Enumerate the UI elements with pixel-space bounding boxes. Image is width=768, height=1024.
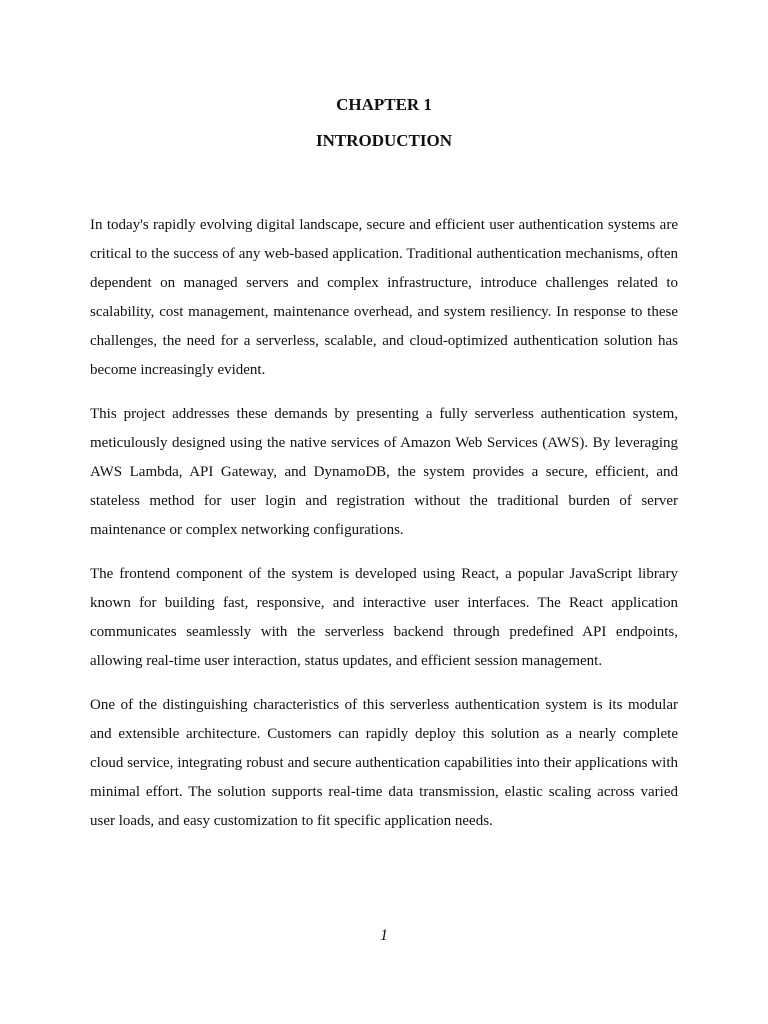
paragraph-1: In today's rapidly evolving digital landscape, secure and efficient user authentication systems are critical to the success of any web-based application. Traditional authentication mechanisms, often dependent on managed servers and complex infrastructure, introduce challenges related to scalability, cost management, maintenance overhead, and system resiliency. In response to these challenges, the need for a serverless, scalable, and cloud-optimized authentication solution has become increasingly evident.	[90, 217, 678, 378]
paragraph-2: This project addresses these demands by presenting a fully serverless authentication system, meticulously designed using the native services of Amazon Web Services (AWS). By leveraging AWS Lambda, API Gateway, and DynamoDB, the system provides a secure, efficient, and stateless method for user login and registration without the traditional burden of server maintenance or complex networking configurations.	[90, 406, 678, 538]
paragraph-3: The frontend component of the system is developed using React, a popular JavaScript library known for building fast, responsive, and interactive user interfaces. The React application communicates seamlessly with the serverless backend through predefined API endpoints, allowing real-time user interaction, status updates, and efficient session management.	[90, 566, 678, 669]
paragraph-4: One of the distinguishing characteristics of this serverless authentication system is its modular and extensible architecture. Customers can rapidly deploy this solution as a nearly complete cloud service, integrating robust and secure authentication capabilities into their applications with minimal effort. The solution supports real-time data transmission, elastic scaling across varied user loads, and easy customization to fit specific application needs.	[90, 697, 678, 829]
page-number: 1	[380, 927, 388, 944]
chapter-body	[90, 211, 678, 851]
chapter-number: CHAPTER 1	[336, 95, 432, 114]
chapter-title: INTRODUCTION	[315, 131, 453, 150]
